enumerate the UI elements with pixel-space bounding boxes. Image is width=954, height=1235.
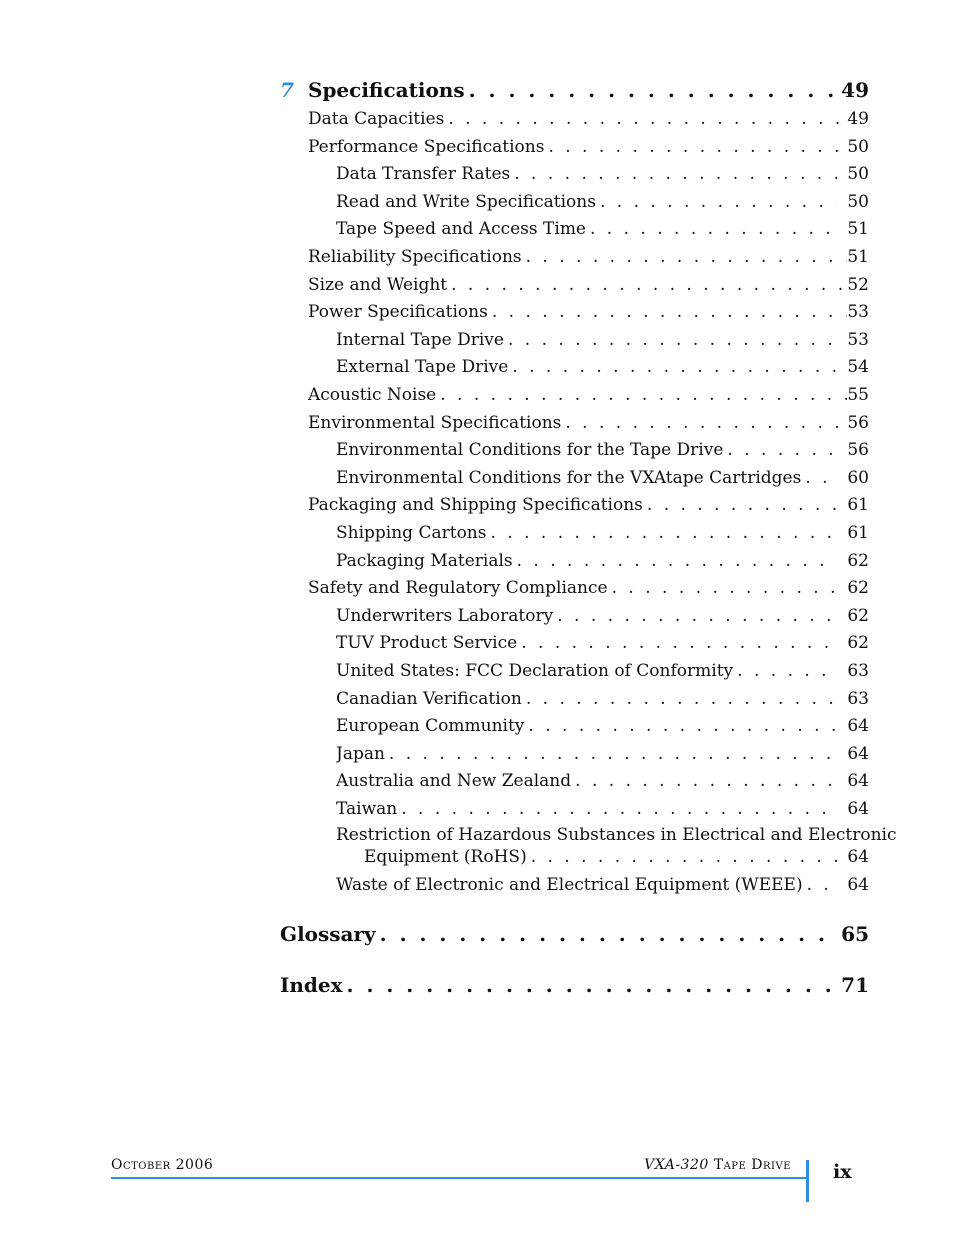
toc-page-number: 62 bbox=[847, 551, 869, 571]
toc-entry[interactable] bbox=[308, 385, 869, 405]
toc-page-number: 55 bbox=[847, 385, 869, 405]
toc-entry-title: Equipment (RoHS) bbox=[364, 847, 527, 867]
dot-leader bbox=[517, 551, 837, 571]
dot-leader bbox=[526, 689, 837, 709]
toc-entry-title: Packaging Materials bbox=[336, 551, 513, 571]
toc-page-number: 63 bbox=[847, 661, 869, 681]
toc-page-number: 52 bbox=[847, 275, 869, 295]
toc-entry-title: Waste of Electronic and Electrical Equipment (WEEE) bbox=[336, 875, 803, 895]
dot-leader bbox=[600, 192, 837, 212]
toc-entry-title: Australia and New Zealand bbox=[336, 771, 572, 791]
toc-page-number: 65 bbox=[841, 922, 869, 946]
chapter-title: Specifications bbox=[308, 78, 465, 102]
dot-leader bbox=[451, 275, 847, 295]
toc-page-number: 50 bbox=[847, 192, 869, 212]
toc-entry-title: Taiwan bbox=[336, 799, 398, 819]
toc-page-number: 62 bbox=[847, 606, 869, 626]
toc-entry-title: Japan bbox=[336, 744, 385, 764]
toc-entry[interactable] bbox=[308, 302, 869, 322]
footer-product bbox=[644, 1157, 791, 1173]
toc-page-number: 63 bbox=[847, 689, 869, 709]
dot-leader bbox=[347, 973, 833, 997]
toc-page-number: 50 bbox=[847, 164, 869, 184]
toc-entry[interactable] bbox=[336, 661, 869, 681]
toc-page-number: 64 bbox=[847, 744, 869, 764]
toc-page-number: 64 bbox=[847, 771, 869, 791]
toc-entry[interactable] bbox=[336, 633, 869, 653]
toc-entry-title: Glossary bbox=[280, 922, 376, 946]
dot-leader bbox=[590, 219, 837, 239]
toc-entry-title: Safety and Regulatory Compliance bbox=[308, 578, 608, 598]
toc-entry-title: Size and Weight bbox=[308, 275, 448, 295]
dot-leader bbox=[727, 440, 837, 460]
toc-entry[interactable] bbox=[308, 275, 869, 295]
dot-leader bbox=[440, 385, 847, 405]
toc-entry[interactable] bbox=[308, 247, 869, 267]
toc-entry-rohs[interactable] bbox=[364, 847, 869, 867]
toc-entry-weee[interactable] bbox=[336, 875, 869, 895]
toc-entry[interactable] bbox=[336, 716, 869, 736]
toc-page-number: 53 bbox=[847, 302, 869, 322]
toc-page-number: 62 bbox=[847, 633, 869, 653]
dot-leader bbox=[528, 716, 837, 736]
toc-entry-title: Reliability Specifications bbox=[308, 247, 522, 267]
toc-entry-title: Environmental Conditions for the Tape Drive bbox=[336, 440, 724, 460]
dot-leader bbox=[526, 247, 847, 267]
toc-entry-title: Read and Write Specifications bbox=[336, 192, 596, 212]
toc-entry-title: Power Specifications bbox=[308, 302, 488, 322]
toc-entry-rohs-line1[interactable]: Restriction of Hazardous Substances in Electrical and Electronic bbox=[336, 825, 897, 845]
toc-entry[interactable] bbox=[308, 137, 869, 157]
toc-page-number: 51 bbox=[847, 247, 869, 267]
toc-page-number: 50 bbox=[847, 137, 869, 157]
footer-vertical-rule bbox=[806, 1160, 809, 1202]
toc-page-number: 60 bbox=[847, 468, 869, 488]
dot-leader bbox=[575, 771, 837, 791]
toc-entry[interactable] bbox=[336, 164, 869, 184]
toc-entry[interactable] bbox=[336, 606, 869, 626]
chapter-number: 7 bbox=[280, 78, 294, 102]
toc-entry-title: Tape Speed and Access Time bbox=[336, 219, 586, 239]
toc-entry[interactable] bbox=[308, 578, 869, 598]
toc-entry-title: Internal Tape Drive bbox=[336, 330, 504, 350]
dot-leader bbox=[647, 495, 847, 515]
dot-leader bbox=[469, 78, 833, 102]
toc-entry[interactable] bbox=[336, 799, 869, 819]
dot-leader bbox=[805, 468, 837, 488]
toc-entry[interactable] bbox=[336, 468, 869, 488]
toc-entry-title: Data Capacities bbox=[308, 109, 445, 129]
toc-entry-title: Packaging and Shipping Specifications bbox=[308, 495, 643, 515]
toc-entry[interactable] bbox=[336, 551, 869, 571]
toc-entry-title: TUV Product Service bbox=[336, 633, 518, 653]
dot-leader bbox=[548, 137, 847, 157]
dot-leader bbox=[737, 661, 837, 681]
toc-page-number: 64 bbox=[847, 875, 869, 895]
toc-page-number: 51 bbox=[847, 219, 869, 239]
toc-entry-title: United States: FCC Declaration of Conformity bbox=[336, 661, 734, 681]
toc-page-number: 49 bbox=[847, 109, 869, 129]
toc-entry[interactable] bbox=[336, 523, 869, 543]
footer-rule bbox=[111, 1177, 808, 1179]
dot-leader bbox=[512, 357, 837, 377]
toc-page-number: 53 bbox=[847, 330, 869, 350]
dot-leader bbox=[490, 523, 837, 543]
dot-leader bbox=[807, 875, 837, 895]
dot-leader bbox=[380, 922, 833, 946]
dot-leader bbox=[531, 847, 837, 867]
toc-entry-title: Index bbox=[280, 973, 343, 997]
toc-index[interactable] bbox=[280, 973, 869, 997]
dot-leader bbox=[389, 744, 837, 764]
toc-page-number: 54 bbox=[847, 357, 869, 377]
page-number: ix bbox=[833, 1161, 852, 1183]
toc-entry-title: External Tape Drive bbox=[336, 357, 509, 377]
dot-leader bbox=[508, 330, 837, 350]
toc-page-number: 64 bbox=[847, 716, 869, 736]
toc-entry[interactable] bbox=[308, 495, 869, 515]
toc-glossary[interactable] bbox=[280, 922, 869, 946]
toc-entry[interactable] bbox=[336, 219, 869, 239]
footer-date: October 2006 bbox=[111, 1157, 214, 1173]
toc-entry[interactable] bbox=[308, 413, 869, 433]
toc-entry-title: Acoustic Noise bbox=[308, 385, 437, 405]
toc-entry[interactable] bbox=[336, 689, 869, 709]
toc-entry-title: Canadian Verification bbox=[336, 689, 522, 709]
toc-page-number: 49 bbox=[841, 78, 869, 102]
toc-entry[interactable] bbox=[336, 330, 869, 350]
toc-page-number: 61 bbox=[847, 495, 869, 515]
toc-entry[interactable] bbox=[336, 744, 869, 764]
toc-page-number: 64 bbox=[847, 847, 869, 867]
dot-leader bbox=[492, 302, 847, 322]
toc-entry-title: Performance Specifications bbox=[308, 137, 545, 157]
dot-leader bbox=[514, 164, 837, 184]
dot-leader bbox=[612, 578, 847, 598]
dot-leader bbox=[521, 633, 837, 653]
footer-model: VXA-320 bbox=[644, 1157, 709, 1173]
toc-entry-title: Shipping Cartons bbox=[336, 523, 487, 543]
toc-entry-title: Underwriters Laboratory bbox=[336, 606, 554, 626]
toc-entry-title: European Community bbox=[336, 716, 525, 736]
toc-entry-title: Environmental Conditions for the VXAtape Cartridges bbox=[336, 468, 802, 488]
dot-leader bbox=[448, 109, 847, 129]
toc-page-number: 56 bbox=[847, 413, 869, 433]
toc-entry-title: Data Transfer Rates bbox=[336, 164, 511, 184]
toc-page-number: 62 bbox=[847, 578, 869, 598]
toc-entry[interactable] bbox=[308, 109, 869, 129]
footer-product-name: Tape Drive bbox=[713, 1157, 791, 1173]
dot-leader bbox=[557, 606, 837, 626]
toc-entry[interactable] bbox=[336, 771, 869, 791]
dot-leader bbox=[401, 799, 837, 819]
toc-page-number: 56 bbox=[847, 440, 869, 460]
dot-leader bbox=[565, 413, 847, 433]
toc-page-number: 71 bbox=[841, 973, 869, 997]
toc-entry[interactable] bbox=[336, 192, 869, 212]
toc-entry[interactable] bbox=[336, 440, 869, 460]
toc-page-number: 61 bbox=[847, 523, 869, 543]
toc-entry[interactable] bbox=[336, 357, 869, 377]
toc-page-number: 64 bbox=[847, 799, 869, 819]
toc-entry-title: Environmental Specifications bbox=[308, 413, 562, 433]
toc-chapter-7[interactable] bbox=[280, 78, 869, 102]
